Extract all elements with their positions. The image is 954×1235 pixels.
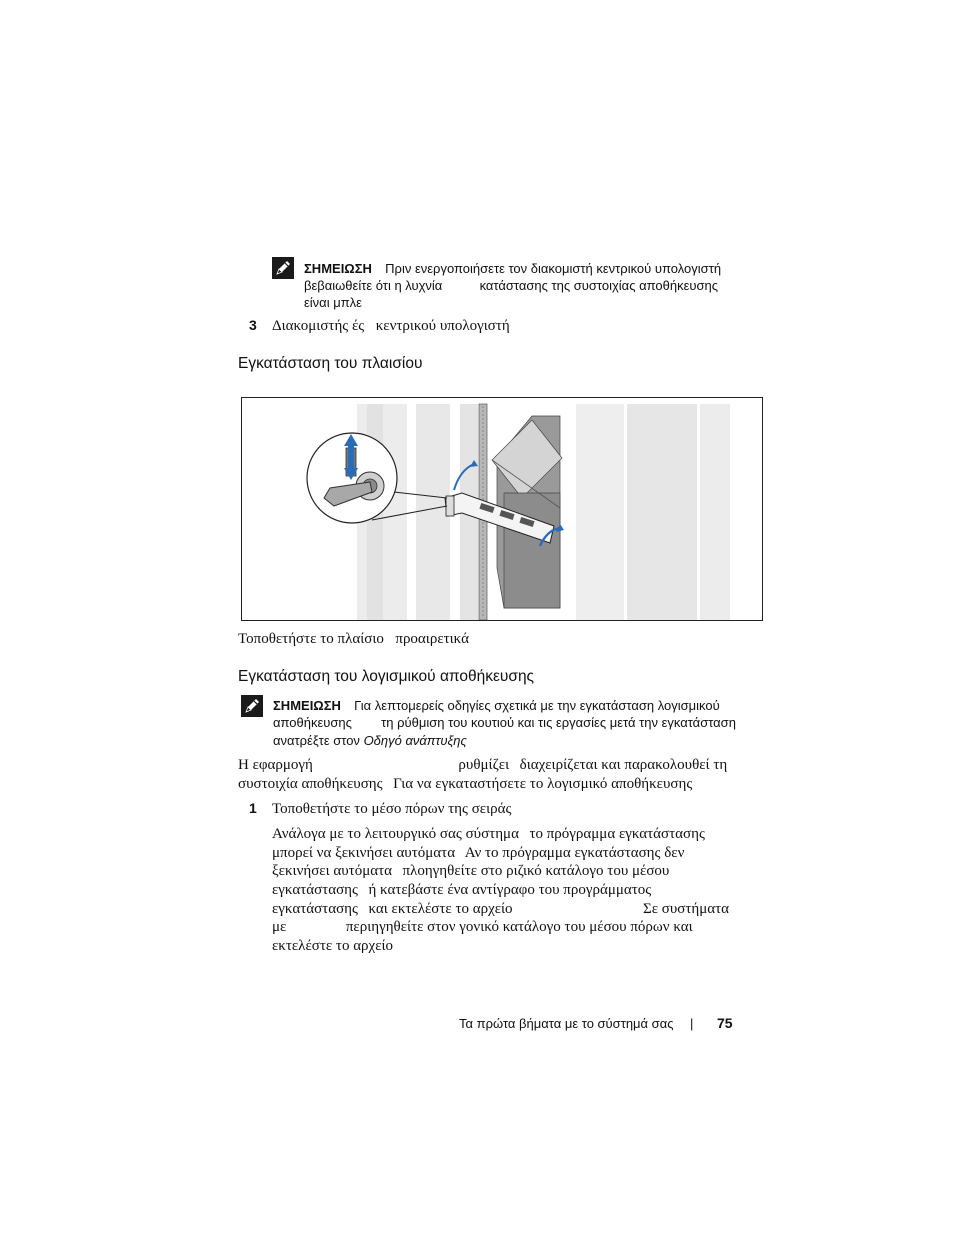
- step1-p2a: μπορεί να ξεκινήσει αυτόματα: [272, 845, 456, 861]
- footer-title: Τα πρώτα βήματα με το σύστημά σας: [459, 1016, 674, 1031]
- caption-text-b: προαιρετικά: [395, 631, 469, 647]
- note1-label: ΣΗΜΕΙΩΣΗ: [304, 261, 372, 276]
- rack-panel: [627, 404, 697, 620]
- note-pencil-icon: [272, 257, 294, 279]
- step1-p2b: Αν το πρόγραμμα εγκατάστασης δεν: [464, 845, 685, 861]
- caption-text-a: Τοποθετήστε το πλαίσιο: [238, 631, 384, 647]
- step1-para-line2: [272, 844, 684, 862]
- step3-number: 3: [249, 317, 257, 333]
- intro-text-1c: διαχειρίζεται και παρακολουθεί τη: [519, 757, 728, 773]
- intro-line1: [238, 756, 727, 774]
- step1-p5b: και εκτελέστε το αρχείο: [368, 901, 513, 917]
- note2-text-1: Για λεπτομερείς οδηγίες σχετικά με την εγκατάσταση λογισμικού: [354, 698, 720, 713]
- step1-para-line1: [272, 825, 705, 843]
- step1-p4b: ή κατεβάστε ένα αντίγραφο του προγράμματος: [368, 882, 652, 898]
- intro-text-2a: συστοιχία αποθήκευσης: [238, 776, 383, 792]
- intro-text-1a: Η εφαρμογή: [238, 757, 313, 773]
- step1-para-line5c: Σε συστήματα: [643, 901, 730, 917]
- step1-p5a: εγκατάστασης: [272, 901, 358, 917]
- note-pencil-icon: [241, 695, 263, 717]
- bezel-installation-figure: [241, 397, 763, 621]
- step1-p6b: περιηγηθείτε στον γονικό κατάλογο του μέσου πόρων και: [345, 919, 693, 935]
- note1-text-3: είναι μπλε: [304, 295, 362, 310]
- step1-text: Τοποθετήστε το μέσο πόρων της σειράς: [272, 801, 512, 817]
- note1-text-2b: κατάστασης της συστοιχίας αποθήκευσης: [479, 278, 718, 293]
- step1-para-line5: [272, 900, 513, 918]
- step3-text: [272, 317, 510, 335]
- enclosure-front: [504, 493, 560, 608]
- intro-text-2b: Για να εγκαταστήσετε το λογισμικό αποθήκευσης: [393, 776, 693, 792]
- step3-text-b: κεντρικού υπολογιστή: [375, 318, 510, 334]
- note2-guide-title: Οδηγό ανάπτυξης: [363, 733, 467, 748]
- rack-panel: [576, 404, 624, 620]
- step3-text-a: Διακομιστής ές: [272, 318, 365, 334]
- step1-para-line4: [272, 881, 651, 899]
- note1-line2: [304, 277, 718, 294]
- bezel-lock-housing: [446, 496, 454, 516]
- bezel-illustration: [242, 398, 762, 620]
- intro-text-1b: ρυθμίζει: [458, 757, 510, 773]
- page-number: 75: [717, 1015, 733, 1031]
- note1-text-2a: βεβαιωθείτε ότι η λυχνία: [304, 278, 443, 293]
- intro-line2: [238, 775, 692, 793]
- rack-panel: [700, 404, 730, 620]
- note2-line1: [273, 697, 720, 714]
- note1-line1: [304, 260, 721, 277]
- step1-p1a: Ανάλογα με το λειτουργικό σας σύστημα: [272, 826, 519, 842]
- note2-text-2b: τη ρύθμιση του κουτιού και τις εργασίες μετά την εγκατάσταση: [381, 715, 736, 730]
- section-heading-storage-software: Εγκατάσταση του λογισμικού αποθήκευσης: [238, 668, 535, 685]
- note2-label: ΣΗΜΕΙΩΣΗ: [273, 698, 341, 713]
- note1-line3: [304, 294, 362, 311]
- rack-panel: [416, 404, 450, 620]
- note2-line2: [273, 714, 736, 731]
- step1-para-line6: [272, 918, 693, 936]
- step1-para-line7: εκτελέστε το αρχείο: [272, 938, 394, 954]
- note2-text-2a: αποθήκευσης: [273, 715, 352, 730]
- note2-text-3a: ανατρέξτε στον: [273, 733, 360, 748]
- footer-separator: |: [690, 1016, 694, 1031]
- step1-p3a: ξεκινήσει αυτόματα: [272, 863, 392, 879]
- note2-line3: [273, 732, 467, 749]
- step1-p1b: το πρόγραμμα εγκατάστασης: [529, 826, 705, 842]
- step1-p4a: εγκατάστασης: [272, 882, 358, 898]
- section-heading-bezel: Εγκατάσταση του πλαισίου: [238, 355, 423, 372]
- note1-text-1: Πριν ενεργοποιήσετε τον διακομιστή κεντρικού υπολογιστή: [385, 261, 722, 276]
- step1-p6a: με: [272, 919, 287, 935]
- step1-p3b: πλοηγηθείτε στο ριζικό κατάλογο του μέσου: [402, 863, 670, 879]
- step1-para-line3: [272, 862, 669, 880]
- step1-number: 1: [249, 800, 257, 816]
- figure-caption: [238, 630, 469, 648]
